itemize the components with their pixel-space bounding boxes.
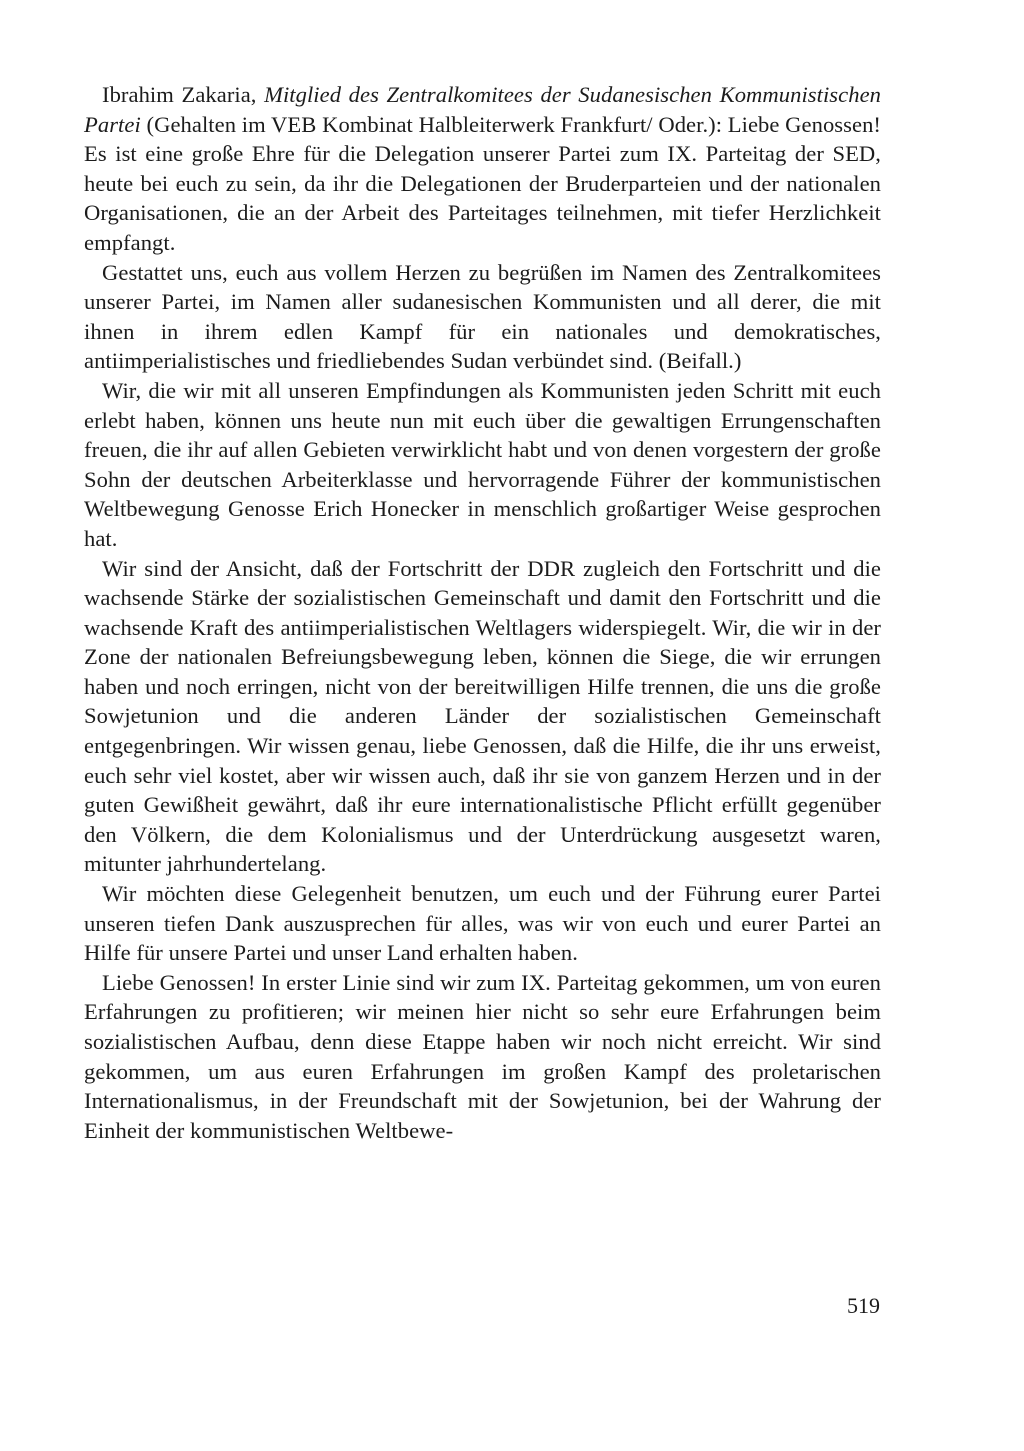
paragraph-2: Wir, die wir mit all unseren Empfindungen als Kommunisten jeden Schritt mit euch erlebt haben, können uns heute nun mit euch über die gewaltigen Errungenschaften freuen, die ihr auf allen Gebieten verwirklicht habt und von denen vorgestern der große Sohn der deutschen Arbeiterklasse und hervorragende Führer der kommunistischen Weltbewegung Genosse Erich Honecker in menschlich großartiger Weise gesprochen hat. (84, 377, 881, 551)
paragraph-1: Gestattet uns, euch aus vollem Herzen zu begrüßen im Namen des Zentralkomitees unserer Partei, im Namen aller sudanesischen Kommunisten und all derer, die mit ihnen in ihrem edlen Kampf für ein nationales und demokratisches, antiimperialistisches und friedliebendes Sudan verbündet sind. (Beifall.) (84, 259, 881, 374)
speaker-paragraph (84, 80, 881, 258)
speaker-role: Mitglied des Zentralkomitees der Sudanesischen Kommunistischen Partei (84, 82, 881, 137)
page-number: 519 (847, 1293, 880, 1318)
paragraph-5: Liebe Genossen! In erster Linie sind wir zum IX. Parteitag gekommen, um von euren Erfahrungen zu profitieren; wir meinen hier nicht so sehr eure Erfahrungen beim sozialistischen Aufbau, denn diese Etappe haben wir noch nicht erreicht. Wir sind gekommen, um aus euren Erfahrungen im großen Kampf des proletarischen Internationalismus, in der Freundschaft mit der Sowjetunion, bei der Wahrung der Einheit der kommunistischen Weltbewe- (84, 969, 881, 1143)
paragraph-3: Wir sind der Ansicht, daß der Fortschritt der DDR zugleich den Fortschritt und die wachsende Stärke der sozialistischen Gemeinschaft und damit den Fortschritt und die wachsende Kraft des antiimperialistischen Weltlagers widerspiegelt. Wir, die wir in der Zone der nationalen Befreiungsbewegung leben, können die Siege, die wir errungen haben und noch erringen, nicht von der bereitwilligen Hilfe trennen, die uns die große Sowjetunion und die anderen Länder der sozialistischen Gemeinschaft entgegenbringen. Wir wissen genau, liebe Genossen, daß die Hilfe, die ihr uns erweist, euch sehr viel kostet, aber wir wissen auch, daß ihr sie von ganzem Herzen und in der guten Gewißheit gewährt, daß ihr eure internationalistische Pflicht erfüllt gegenüber den Völkern, die dem Kolonialismus und der Unterdrückung ausgesetzt waren, mitunter jahrhundertelang. (84, 555, 881, 877)
body-text (84, 80, 881, 1145)
speaker-intro: (Gehalten im VEB Kombinat Halbleiterwerk Frankfurt/ Oder.): Liebe Genossen! Es ist eine große Ehre für die Delegation unserer Partei zum IX. Parteitag der SED, heute bei euch zu sein, da ihr die Delegationen der Bruderparteien und der nationalen Organisationen, die an der Arbeit des Parteitages teilnehmen, mit tiefer Herzlichkeit empfangt. (84, 111, 881, 255)
paragraph-4: Wir möchten diese Gelegenheit benutzen, um euch und der Führung eurer Partei unseren tiefen Dank auszusprechen für alles, was wir von euch und eurer Partei an Hilfe für unsere Partei und unser Land erhalten haben. (84, 881, 881, 966)
speaker-name: Ibrahim Zakaria, (102, 82, 257, 107)
